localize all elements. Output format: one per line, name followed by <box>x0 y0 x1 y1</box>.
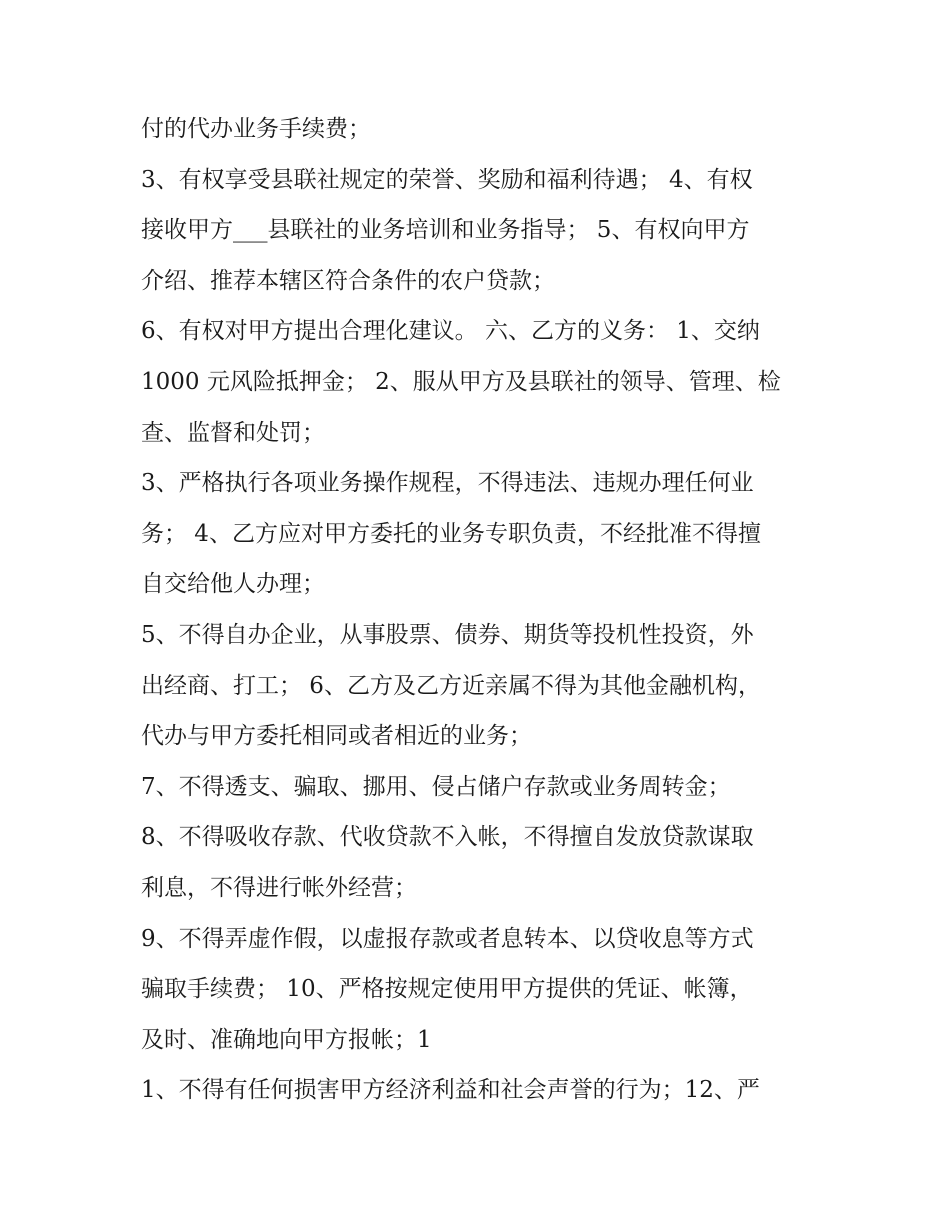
text-line-4: 介绍、推荐本辖区符合条件的农户贷款； <box>141 268 555 294</box>
text-line-12: 出经商、打工； 6、乙方及乙方近亲属不得为其他金融机构， <box>141 673 761 699</box>
text-line-10: 自交给他人办理； <box>141 571 325 597</box>
text-line-5: 6、有权对甲方提出合理化建议。 六、乙方的义务： 1、交纳 <box>141 318 760 344</box>
text-line-8: 3、严格执行各项业务操作规程，不得违法、违规办理任何业 <box>141 470 754 496</box>
text-line-19: 及时、准确地向甲方报帐；1 <box>141 1027 432 1053</box>
text-line-20: 1、不得有任何损害甲方经济利益和社会声誉的行为；12、严 <box>141 1077 760 1103</box>
text-line-11: 5、不得自办企业，从事股票、债券、期货等投机性投资，外 <box>141 622 754 648</box>
text-line-15: 8、不得吸收存款、代收贷款不入帐，不得擅自发放贷款谋取 <box>141 824 754 850</box>
text-line-13: 代办与甲方委托相同或者相近的业务； <box>141 723 532 749</box>
text-line-1: 付的代办业务手续费； <box>141 116 371 142</box>
text-line-18: 骗取手续费； 10、严格按规定使用甲方提供的凭证、帐簿， <box>141 976 753 1002</box>
text-line-17: 9、不得弄虚作假，以虚报存款或者息转本、以贷收息等方式 <box>141 926 754 952</box>
text-line-9: 务； 4、乙方应对甲方委托的业务专职负责，不经批准不得擅 <box>141 521 761 547</box>
text-line-3: 接收甲方___县联社的业务培训和业务指导； 5、有权向甲方 <box>141 217 750 243</box>
text-line-14: 7、不得透支、骗取、挪用、侵占储户存款或业务周转金； <box>141 774 731 800</box>
text-line-16: 利息，不得进行帐外经营； <box>141 875 417 901</box>
text-line-7: 查、监督和处罚； <box>141 420 325 446</box>
text-line-2: 3、有权享受县联社规定的荣誉、奖励和福利待遇； 4、有权 <box>141 167 753 193</box>
text-line-6: 1000 元风险抵押金； 2、服从甲方及县联社的领导、管理、检 <box>141 369 781 395</box>
